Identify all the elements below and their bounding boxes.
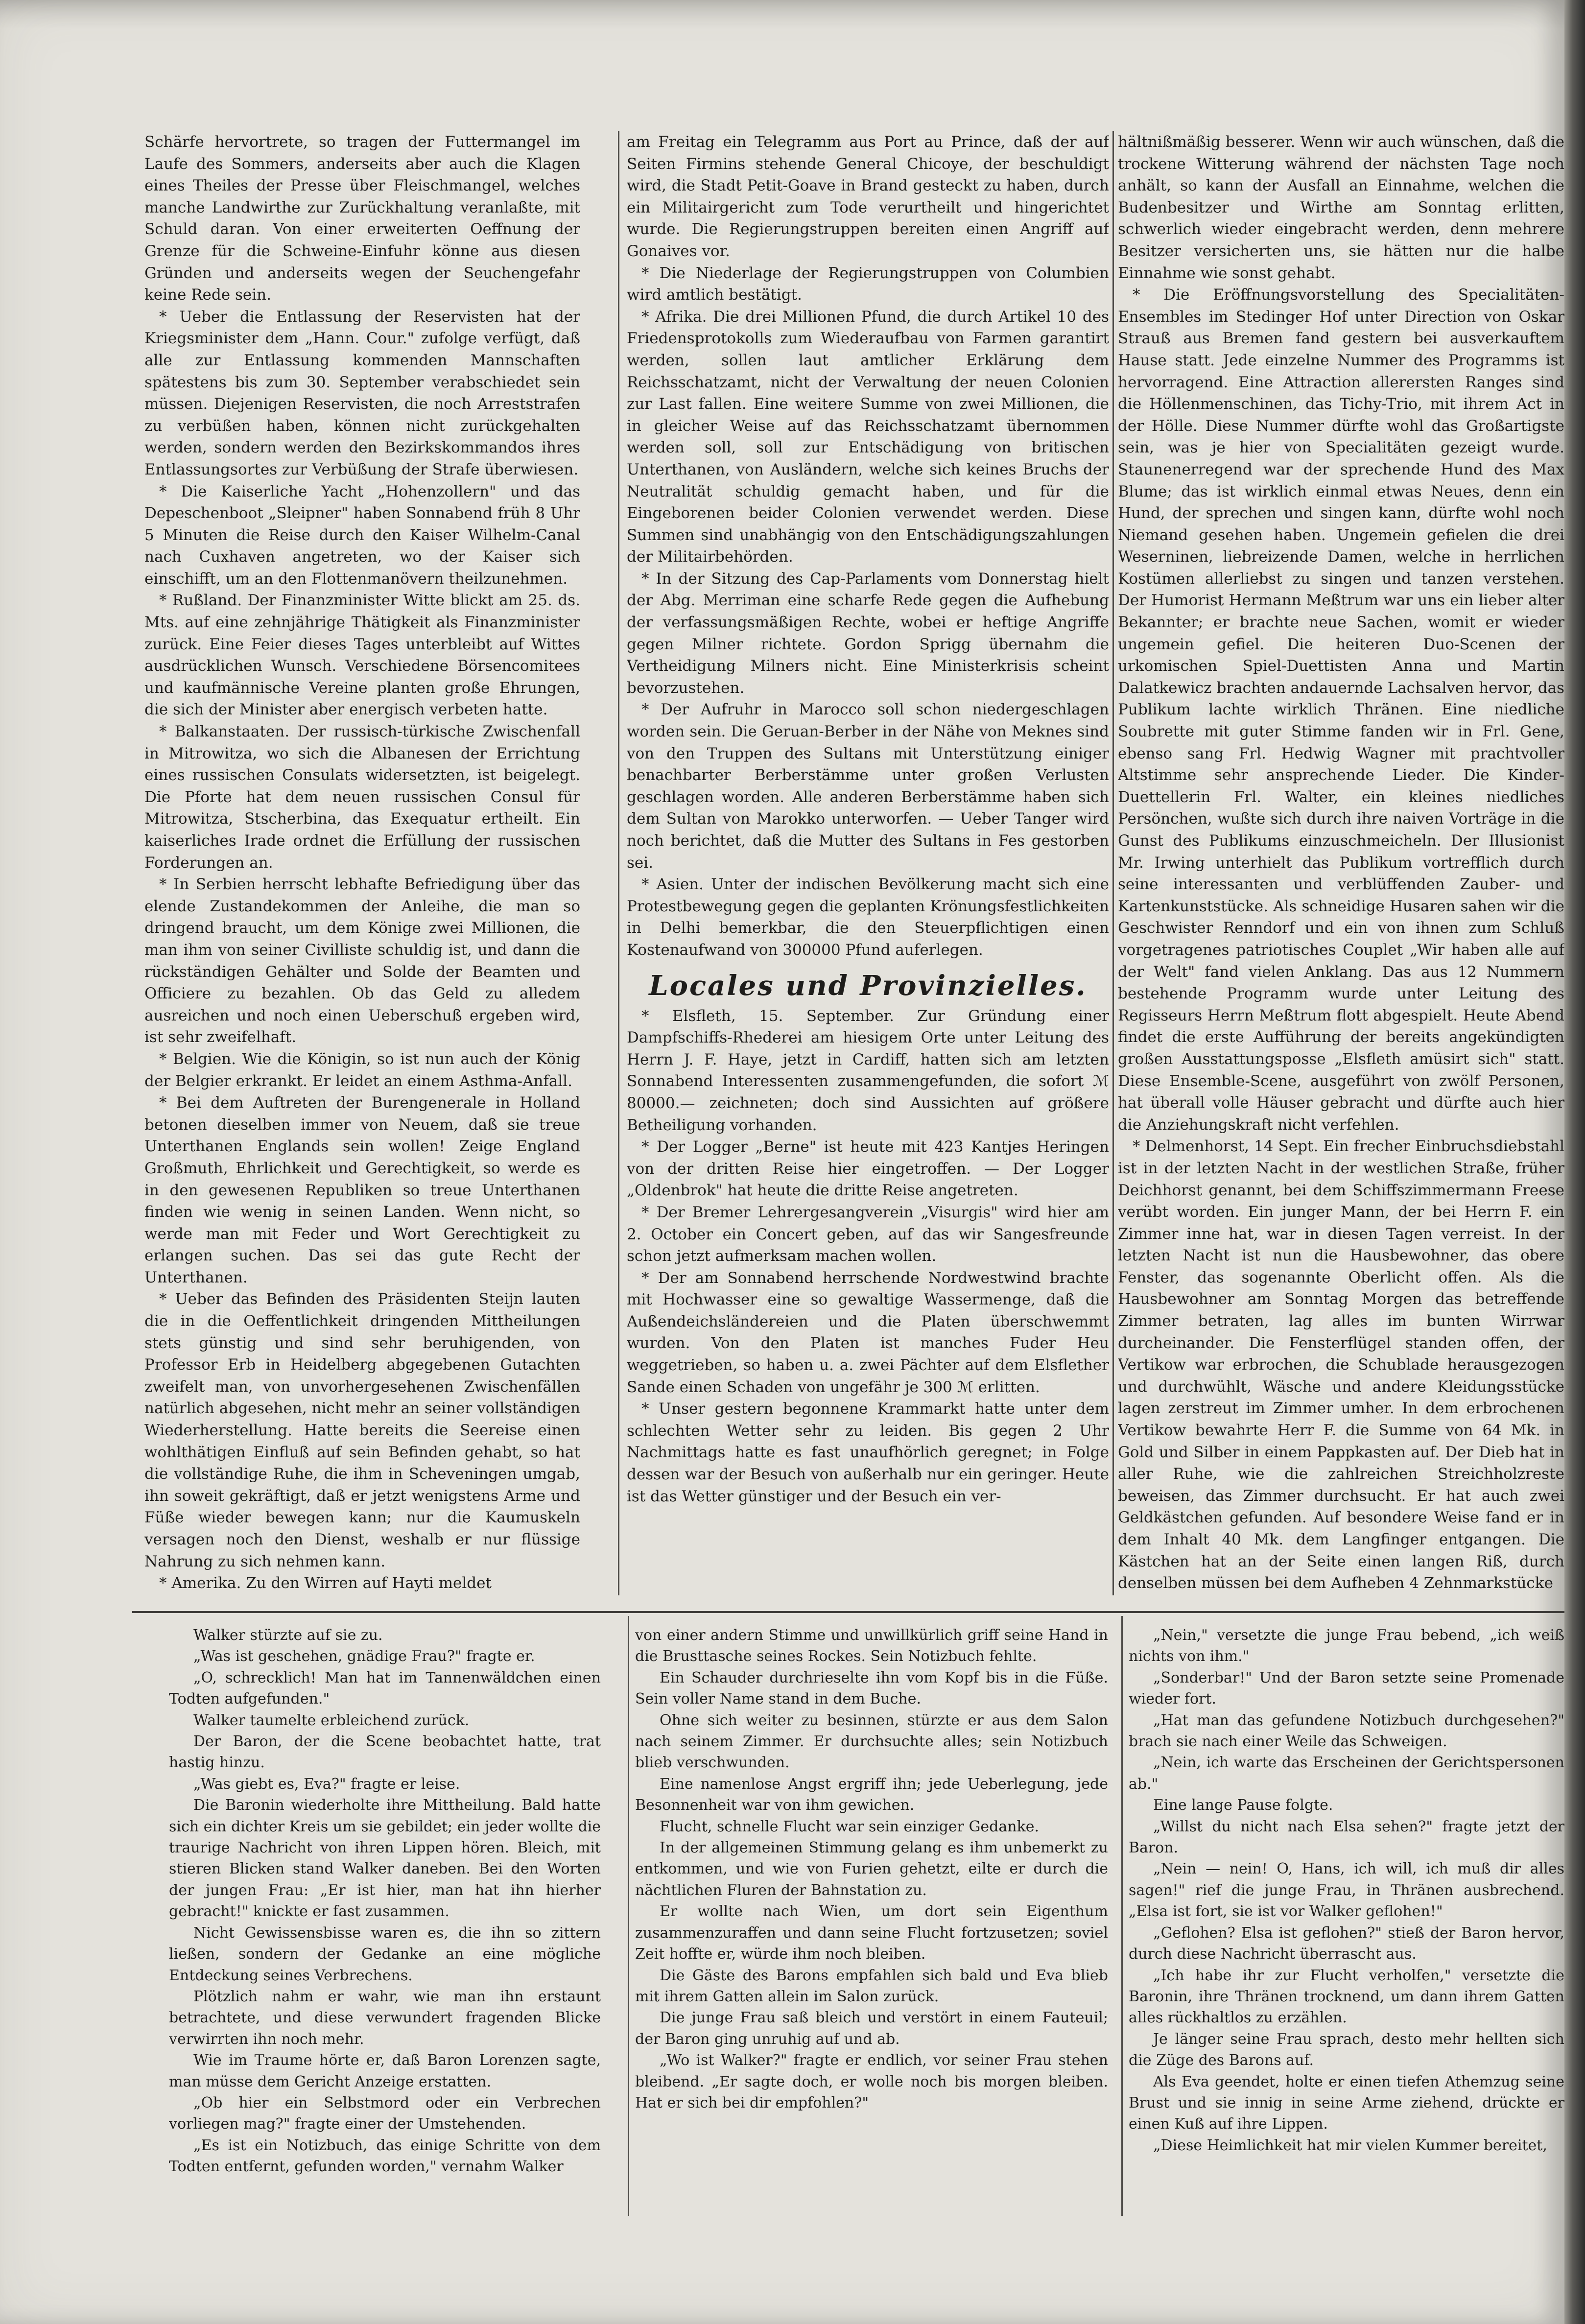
paragraph: * Amerika. Zu den Wirren auf Hayti meldet <box>159 1574 492 1592</box>
paragraph: * Balkanstaaten. Der russisch-türkische Zwischenfall in Mitrowitza, wo sich die Albanesen der Errichtung eines russischen Consulats widersetzten, ist beigelegt. Die Pforte hat dem neuen russischen Consul für Mitrowitza, Stscherbina, das Exequatur ertheilt. Ein kaiserliches Irade ordnet die Erfüllung der russischen Forderungen an. <box>144 723 580 872</box>
paragraph: „Was ist geschehen, gnädige Frau?" fragte er. <box>193 1648 535 1665</box>
paragraph: Eine lange Pause folgte. <box>1153 1797 1333 1814</box>
paragraph: am Freitag ein Telegramm aus Port au Prince, daß der auf Seiten Firmins stehende General Chicoye, der beschuldigt wird, die Stadt Petit-Goave in Brand gesteckt zu haben, durch ein Militairgericht zum Tode verurtheilt und hingerichtet wurde. Die Regierungstruppen bereiten einen Angriff auf Gonaives vor. <box>627 133 1109 260</box>
paragraph: * Afrika. Die drei Millionen Pfund, die durch Artikel 10 des Friedensprotokolls zum Wiederaufbau von Farmen garantirt werden, sollen laut amtlicher Erklärung dem Reichsschatzamt, nicht der Verwaltung der neuen Colonien zur Last fallen. Eine weitere Summe von zwei Millionen, die in gleicher Weise auf das Reichsschatzamt übernommen werden soll, soll zur Entschädigung von britischen Unterthanen, von Ausländern, welche sich keines Bruchs der Neutralität schuldig gemacht haben, und für die Eingeborenen beider Colonien verwendet werden. Diese Summen sind unabhängig von den Entschädigungszahlungen der Militairbehörden. <box>627 308 1109 566</box>
feuilleton-column-right <box>1129 1625 1564 2220</box>
paragraph: * Die Niederlage der Regierungstruppen von Columbien wird amtlich bestätigt. <box>627 264 1109 304</box>
paragraph: Er wollte nach Wien, um dort sein Eigenthum zusammenzuraffen und dann seine Flucht fortzusetzen; soviel Zeit hoffte er, würde ihm noch bleiben. <box>635 1903 1108 1963</box>
paragraph: „O, schrecklich! Man hat im Tannenwäldchen einen Todten aufgefunden." <box>169 1669 601 1708</box>
paragraph: * Unser gestern begonnene Krammarkt hatte unter dem schlechten Wetter sehr zu leiden. Bis gegen 2 Uhr Nachmittags hatte es fast unaufhörlich geregnet; in Folge dessen war der Besuch von außerhalb nur ein geringer. Heute ist das Wetter günstiger und der Besuch ein ver- <box>627 1400 1109 1505</box>
paragraph: * Elsfleth, 15. September. Zur Gründung einer Dampfschiffs-Rhederei am hiesigem Orte unter Leitung des Herrn J. F. Haye, jetzt in Cardiff, hatten sich am letzten Sonnabend Interessenten zusammengefunden, die sofort ℳ 80000.— zeichneten; doch sind Aussichten auf größere Betheiligung vorhanden. <box>627 1007 1109 1134</box>
paragraph: Der Baron, der die Scene beobachtet hatte, trat hastig hinzu. <box>169 1733 601 1772</box>
paragraph: „Nein, ich warte das Erscheinen der Gerichtspersonen ab." <box>1129 1754 1564 1793</box>
paragraph: Eine namenlose Angst ergriff ihn; jede Ueberlegung, jede Besonnenheit war von ihm gewichen. <box>635 1775 1108 1814</box>
paragraph: „Wo ist Walker?" fragte er endlich, vor seiner Frau stehen bleibend. „Er sagte doch, er wolle noch bis morgen bleiben. Hat er sich bei dir empfohlen?" <box>635 2052 1108 2111</box>
paragraph: * Ueber die Entlassung der Reservisten hat der Kriegsminister dem „Hann. Cour." zufolge verfügt, daß alle zur Entlassung kommenden Mannschaften spätestens bis zum 30. September verabschiedet sein müssen. Diejenigen Reservisten, die noch Arreststrafen zu verbüßen haben, können nicht zurückgehalten werden, sondern werden den Bezirkskommandos ihres Entlassungsortes zur Verbüßung der Strafe überwiesen. <box>144 308 580 478</box>
paragraph: „Nein," versetzte die junge Frau bebend, „ich weiß nichts von ihm." <box>1129 1627 1564 1665</box>
paragraph: Ohne sich weiter zu besinnen, stürzte er aus dem Salon nach seinem Zimmer. Er durchsuchte alles; sein Notizbuch blieb verschwunden. <box>635 1711 1108 1772</box>
paragraph: * Ueber das Befinden des Präsidenten Steijn lauten die in die Oeffentlichkeit dringenden Mittheilungen stets günstig und sind sehr beruhigenden, von Professor Erb in Heidelberg abgegebenen Gutachten zweifelt man, von unvorhergesehenen Zwischenfällen natürlich abgesehen, nicht mehr an seiner vollständigen Wiederherstellung. Hatte bereits die Seereise einen wohlthätigen Einfluß auf sein Befinden gehabt, so hat die vollständige Ruhe, die ihm in Scheveningen umgab, ihn soweit gekräftigt, daß er jetzt wenigstens Arme und Füße wieder bewegen kann; nur die Kaumuskeln versagen noch den Dienst, weshalb er nur flüssige Nahrung zu sich nehmen kann. <box>144 1290 580 1570</box>
paragraph: Als Eva geendet, holte er einen tiefen Athemzug seine Brust und sie innig in seine Arme ziehend, drückte er einen Kuß auf ihre Lippen. <box>1129 2073 1564 2133</box>
news-column-left <box>144 131 580 1598</box>
feuilleton-column-left <box>169 1625 601 2220</box>
paragraph: * Rußland. Der Finanzminister Witte blickt am 25. ds. Mts. auf eine zehnjährige Thätigkeit als Finanzminister zurück. Eine Feier dieses Tages unterbleibt auf Wittes ausdrücklichen Wunsch. Verschiedene Börsencomitees und kaufmännische Vereine planten große Ehrungen, die sich der Minister aber energisch verbeten hatte. <box>144 592 580 719</box>
paragraph: Flucht, schnelle Flucht war sein einziger Gedanke. <box>660 1818 1040 1835</box>
paragraph: * Asien. Unter der indischen Bevölkerung macht sich eine Protestbewegung gegen die geplanten Krönungsfestlichkeiten in Delhi bemerkbar, die den Steuerpflichtigen einen Kostenaufwand von 300000 Pfund auferlegen. <box>627 876 1109 959</box>
paragraph: * Delmenhorst, 14 Sept. Ein frecher Einbruchsdiebstahl ist in der letzten Nacht in der westlichen Straße, früher Deichhorst genannt, bei dem Schiffszimmermann Freese verübt worden. Ein junger Mann, der bei Herrn F. ein Zimmer inne hat, war in diesen Tagen verreist. In der letzten Nacht ist nun die Hausbewohner, das obere Fenster, das sogenannte Oberlicht offen. Als die Hausbewohner am Sonntag Morgen das betreffende Zimmer betraten, lag alles im bunten Wirrwar durcheinander. Die Fensterflügel standen offen, der Vertikow war erbrochen, die Schublade herausgezogen und durchwühlt, Wäsche und andere Kleidungsstücke lagen zerstreut im Zimmer umher. In dem erbrochenen Vertikow bewahrte Herr F. die Summe von 64 Mk. in Gold und Silber in einem Pappkasten auf. Der Dieb hat in aller Ruhe, wie die zahlreichen Streichholzreste beweisen, das Zimmer durchsucht. Er hat auch zwei Geldkästchen gefunden. Auf besondere Weise fand er in dem Inhalt 40 Mk. dem Langfinger entgangen. Die Kästchen hat an der Seite einen langen Riß, durch denselben müssen bei dem Aufheben 4 Zehnmarkstücke <box>1118 1138 1564 1592</box>
feuilleton-rule <box>132 1611 1564 1613</box>
paragraph: * Der Aufruhr in Marocco soll schon niedergeschlagen worden sein. Die Geruan-Berber in der Nähe von Meknes sind von den Truppen des Sultans mit Unterstützung einiger benachbarter Berberstämme unter großen Verlusten geschlagen worden. Alle anderen Berberstämme haben sich dem Sultan von Marokko unterworfen. — Ueber Tanger wird noch berichtet, daß die Mutter des Sultans in Fes gestorben sei. <box>627 701 1109 872</box>
page-edge <box>1564 0 1585 2324</box>
paragraph: „Ich habe ihr zur Flucht verholfen," versetzte die Baronin, ihre Thränen trocknend, um dann ihrem Gatten alles rückhaltlos zu erzählen. <box>1129 1967 1564 2027</box>
paragraph: Wie im Traume hörte er, daß Baron Lorenzen sagte, man müsse dem Gericht Anzeige erstatten. <box>169 2052 601 2090</box>
paragraph: hältnißmäßig besserer. Wenn wir auch wünschen, daß die trockene Witterung während der nächsten Tage noch anhält, so kann der Ausfall an Einnahme, welchen die Budenbesitzer und Wirthe am Sonntag erlitten, schwerlich wieder eingebracht werden, denn mehrere Besitzer versicherten uns, sie hätten nur die halbe Einnahme wie sonst gehabt. <box>1118 133 1564 282</box>
column-rule-4 <box>1121 1616 1123 2216</box>
column-rule-2 <box>1112 131 1114 1595</box>
paragraph: „Hat man das gefundene Notizbuch durchgesehen?" brach sie nach einer Weile das Schweigen. <box>1129 1711 1564 1751</box>
paragraph: * Bei dem Auftreten der Burengenerale in Holland betonen dieselben immer von Neuem, daß sie treue Unterthanen Englands sein wollen! Zeige England Großmuth, Ehrlichkeit und Gerechtigkeit, so werde es in den gewesenen Republiken so treue Unterthanen finden wie wenig in seinen Landen. Wenn nicht, so werde man mit Feder und Wort Gerechtigkeit zu erlangen suchen. Das sei das gute Recht der Unterthanen. <box>144 1094 580 1286</box>
paragraph: In der allgemeinen Stimmung gelang es ihm unbemerkt zu entkommen, und wie von Furien gehetzt, eilte er durch die nächtlichen Fluren der Bahnstation zu. <box>635 1839 1108 1899</box>
paragraph: Walker taumelte erbleichend zurück. <box>193 1711 470 1729</box>
paragraph: „Willst du nicht nach Elsa sehen?" fragte jetzt der Baron. <box>1129 1818 1564 1857</box>
paragraph: * Belgien. Wie die Königin, so ist nun auch der König der Belgier erkrankt. Er leidet an einem Asthma-Anfall. <box>144 1050 580 1090</box>
paragraph: „Nein — nein! O, Hans, ich will, ich muß dir alles sagen!" rief die junge Frau, in Thränen ausbrechend. „Elsa ist fort, sie ist vor Walker geflohen!" <box>1129 1860 1564 1921</box>
paragraph: * Der Bremer Lehrergesangverein „Visurgis" wird hier am 2. October ein Concert geben, auf das wir Sangesfreunde schon jetzt aufmerksam machen wollen. <box>627 1203 1109 1265</box>
paragraph: Die Gäste des Barons empfahlen sich bald und Eva blieb mit ihrem Gatten allein im Salon zurück. <box>635 1967 1108 2005</box>
paragraph: Die Baronin wiederholte ihre Mittheilung. Bald hatte sich ein dichter Kreis um sie gebildet; ein jeder wollte die traurige Nachricht von ihren Lippen hören. Bleich, mit stieren Blicken stand Walker daneben. Bei den Worten der jungen Frau: „Er ist hier, man hat ihn hierher gebracht!" knickte er fast zusammen. <box>169 1797 601 1921</box>
paragraph: Nicht Gewissensbisse waren es, die ihn so zittern ließen, sondern der Gedanke an eine mögliche Entdeckung seines Verbrechens. <box>169 1924 601 1984</box>
paragraph: von einer andern Stimme und unwillkürlich griff seine Hand in die Brusttasche seines Rockes. Sein Notizbuch fehlte. <box>635 1627 1108 1665</box>
paragraph: Je länger seine Frau sprach, desto mehr hellten sich die Züge des Barons auf. <box>1129 2030 1564 2069</box>
paragraph: * In Serbien herrscht lebhafte Befriedigung über das elende Zustandekommen der Anleihe, die man so dringend braucht, um dem Könige zwei Millionen, die man ihm von seiner Civilliste schuldig ist, und dann die rückständigen Gehälter und Solde der Beamten und Officiere zu bezahlen. Ob das Geld zu alledem ausreichen und noch einen Ueberschuß ergeben wird, ist sehr zweifelhaft. <box>144 876 580 1046</box>
paragraph: „Diese Heimlichkeit hat mir vielen Kummer bereitet, <box>1153 2136 1547 2154</box>
paragraph: Walker stürzte auf sie zu. <box>193 1627 383 1644</box>
column-rule-3 <box>628 1616 629 2216</box>
paragraph: * Die Kaiserliche Yacht „Hohenzollern" und das Depeschenboot „Sleipner" haben Sonnabend früh 8 Uhr 5 Minuten die Reise durch den Kaiser Wilhelm-Canal nach Cuxhaven angetreten, wo der Kaiser sich einschifft, um an den Flottenmanövern theilzunehmen. <box>144 482 580 588</box>
column-rule-1 <box>618 131 619 1595</box>
paragraph: * Der Logger „Berne" ist heute mit 423 Kantjes Heringen von der dritten Reise hier eingetroffen. — Der Logger „Oldenbrok" hat heute die dritte Reise angetreten. <box>627 1138 1109 1200</box>
paragraph: „Sonderbar!" Und der Baron setzte seine Promenade wieder fort. <box>1129 1669 1564 1708</box>
news-column-right <box>1118 131 1564 1598</box>
feuilleton-column-middle <box>635 1625 1108 2220</box>
section-heading: Locales und Provinzielles. <box>649 969 1087 1002</box>
paragraph: Plötzlich nahm er wahr, wie man ihn erstaunt betrachtete, und diese verwundert fragenden Blicke verwirrten ihn noch mehr. <box>169 1988 601 2048</box>
page-shadow <box>0 0 1564 29</box>
paragraph: Schärfe hervortrete, so tragen der Futtermangel im Laufe des Sommers, anderseits aber auch die Klagen eines Theiles der Presse über Fleischmangel, welches manche Landwirthe zur Zurückhaltung veranlaßte, mit Schuld daran. Von einer erweiterten Oeffnung der Grenze für die Schweine-Einfuhr könne aus diesen Gründen und anderseits wegen der Seuchengefahr keine Rede sein. <box>144 133 580 304</box>
paragraph: * In der Sitzung des Cap-Parlaments vom Donnerstag hielt der Abg. Merriman eine scharfe Rede gegen die Aufhebung der verfassungsmäßigen Rechte, wobei er heftige Angriffe gegen Milner richtete. Gordon Sprigg übernahm die Vertheidigung Milners nicht. Eine Ministerkrisis scheint bevorzustehen. <box>627 569 1109 697</box>
paragraph: * Der am Sonnabend herrschende Nordwestwind brachte mit Hochwasser eine so gewaltige Wassermenge, daß die Außendeichsländereien und die Platen überschwemmt wurden. Von den Platen ist manches Fuder Heu weggetrieben, so haben u. a. zwei Pächter auf dem Elsflether Sande einen Schaden von ungefähr je 300 ℳ erlitten. <box>627 1269 1109 1396</box>
paragraph: Die junge Frau saß bleich und verstört in einem Fauteuil; der Baron ging unruhig auf und ab. <box>635 2009 1108 2048</box>
paragraph: „Geflohen? Elsa ist geflohen?" stieß der Baron hervor, durch diese Nachricht überrascht aus. <box>1129 1924 1564 1963</box>
paragraph: Ein Schauder durchrieselte ihn vom Kopf bis in die Füße. Sein voller Name stand in dem Buche. <box>635 1669 1108 1708</box>
paragraph: „Es ist ein Notizbuch, das einige Schritte von dem Todten entfernt, gefunden worden," vernahm Walker <box>169 2136 601 2176</box>
paragraph: * Die Eröffnungsvorstellung des Specialitäten-Ensembles im Stedinger Hof unter Direction von Oskar Strauß aus Bremen fand gestern bei ausverkauftem Hause statt. Jede einzelne Nummer des Programms ist hervorragend. Eine Attraction allerersten Ranges sind die Höllenmenschinen, das Tichy-Trio, mit ihrem Act in der Hölle. Diese Nummer dürfte wohl das Großartigste sein, was je hier von Specialitäten gezeigt wurde. Staunenerregend war der sprechende Hund des Max Blume; das ist wirklich einmal etwas Neues, denn ein Hund, der sprechen und singen kann, dürfte wohl noch Niemand gesehen haben. Ungemein gefielen die drei Weserninen, liebreizende Damen, welche in herrlichen Kostümen allerliebst zu singen und tanzen verstehen. Der Humorist Hermann Meßtrum war uns ein lieber alter Bekannter; er brachte neue Sachen, womit er wieder ungemein gefiel. Die heiteren Duo-Scenen der urkomischen Spiel-Duettisten Anna und Martin Dalatkewicz brachten andauernde Lachsalven hervor, das Publikum lachte wirklich Thränen. Eine niedliche Soubrette mit guter Stimme fanden wir in Frl. Gene, ebenso sang Frl. Hedwig Wagner mit prachtvoller Altstimme sehr ansprechende Lieder. Die Kinder-Duettellerin Frl. Walter, ein kleines niedliches Persönchen, wußte sich durch ihre naiven Vorträge in die Gunst des Publikums einzuschmeicheln. Der Illusionist Mr. Irwing unterhielt das Publikum vortrefflich durch seine interessanten und verblüffenden Zauber- und Kartenkunststücke. Als schneidige Husaren sahen wir die Geschwister Renndorf und ein von ihnen zum Schluß vorgetragenes patriotisches Couplet „Wir haben alle auf der Welt" fand vielen Anklang. Das aus 12 Nummern bestehende Programm wurde unter Leitung des Regisseurs Herrn Meßtrum flott abgespielt. Heute Abend findet die erste Aufführung der bereits angekündigten großen Ausstattungsposse „Elsfleth amüsirt sich" statt. Diese Ensemble-Scene, ausgeführt von zwölf Personen, hat überall volle Häuser gebracht und dürfte auch hier die Anziehungskraft nicht verfehlen. <box>1118 286 1564 1134</box>
paragraph: „Was giebt es, Eva?" fragte er leise. <box>193 1775 460 1793</box>
news-column-middle <box>627 131 1109 1598</box>
paragraph: „Ob hier ein Selbstmord oder ein Verbrechen vorliegen mag?" fragte einer der Umstehenden. <box>169 2094 601 2133</box>
